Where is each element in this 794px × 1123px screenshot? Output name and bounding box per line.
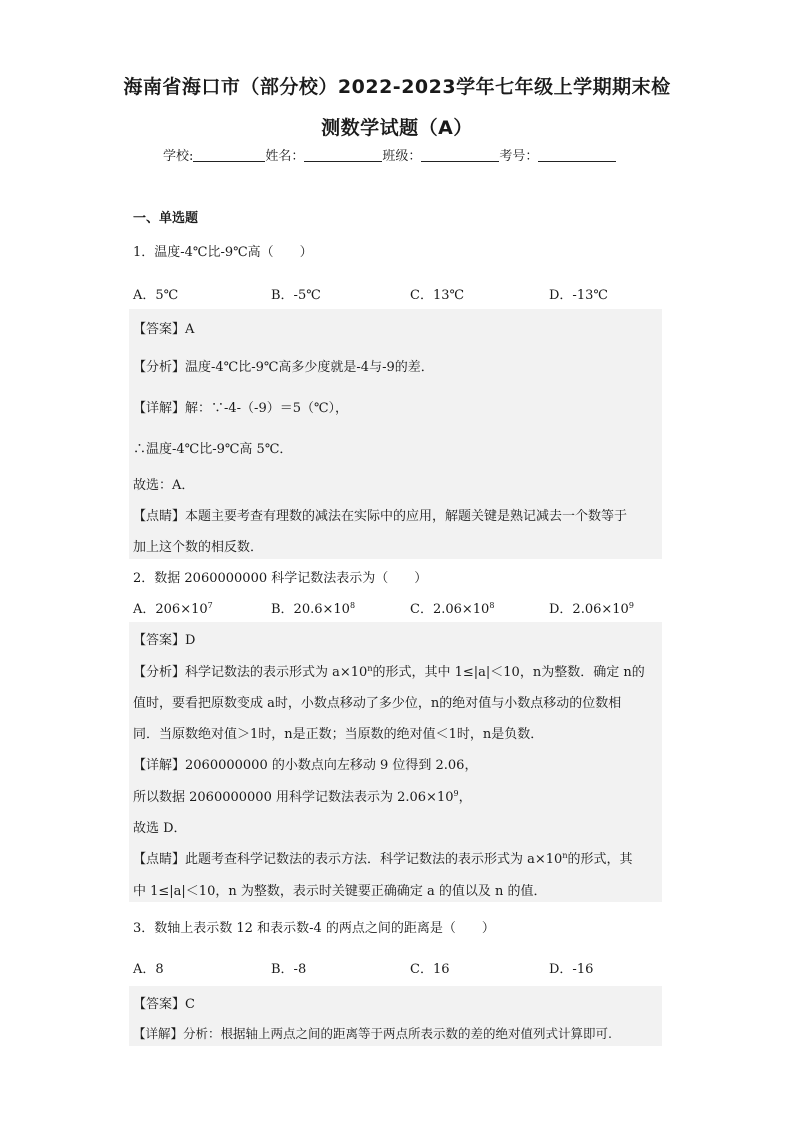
- q3-option-c: C．16: [410, 962, 450, 977]
- q1-stem: 1．温度-4℃比-9℃高（ ）: [133, 245, 313, 260]
- q2-detail-2: 所以数据 2060000000 用科学记数法表示为 $2.06\times 10^9$，: [133, 789, 472, 805]
- q3-answer: 【答案】C: [133, 997, 195, 1012]
- q2-stem: 2．数据 2060000000 科学记数法表示为（ ）: [133, 571, 428, 586]
- q1-detail-1: 【详解】解：∵-4-（-9）＝5（℃），: [133, 401, 349, 416]
- number-label: 考号：: [499, 149, 539, 164]
- q2-comment-1: 【点睛】此题考查科学记数法的表示方法．科学记数法的表示形式为 $a\times 10^n$的形式，其: [133, 851, 633, 867]
- q2-option-a: A．$206\times 10^7$: [133, 601, 213, 617]
- class-label: 班级：: [382, 149, 422, 164]
- q2-detail-3: 故选 D．: [133, 821, 187, 836]
- exam-title-line2: 测数学试题（A）: [321, 117, 473, 139]
- q1-detail-2: ∴温度-4℃比-9℃高 5℃．: [133, 442, 293, 457]
- q3-detail: 【详解】分析：根据轴上两点之间的距离等于两点所表示数的差的绝对值列式计算即可.: [133, 1026, 612, 1041]
- number-field[interactable]: [538, 149, 616, 162]
- q3-option-b: B．-8: [271, 962, 307, 977]
- school-label: 学校:: [163, 149, 194, 164]
- q2-option-c: C．$2.06\times 10^8$: [410, 601, 495, 617]
- q1-option-b: B．-5℃: [271, 288, 321, 303]
- q2-analysis-2: 值时，要看把原数变成 a时，小数点移动了多少位，n的绝对值与小数点移动的位数相: [133, 696, 622, 711]
- q3-option-a: A．8: [133, 962, 164, 977]
- name-field[interactable]: [304, 149, 382, 162]
- q2-answer: 【答案】D: [133, 633, 196, 648]
- q1-option-a: A．5℃: [133, 288, 179, 303]
- q1-analysis: 【分析】温度-4℃比-9℃高多少度就是-4与-9的差．: [133, 360, 434, 375]
- name-label: 姓名：: [265, 149, 305, 164]
- q2-comment-2: 中 1≤|a|＜10，n 为整数，表示时关键要正确确定 a 的值以及 n 的值．: [133, 884, 547, 899]
- q1-option-d: D．-13℃: [549, 288, 608, 303]
- q3-stem: 3．数轴上表示数 12 和表示数-4 的两点之间的距离是（ ）: [133, 921, 495, 936]
- q2-detail-1: 【详解】2060000000 的小数点向左移动 9 位得到 2.06，: [133, 758, 478, 773]
- q2-option-d: D．$2.06\times 10^9$: [549, 601, 634, 617]
- q2-analysis-3: 同．当原数绝对值＞1时，n是正数；当原数的绝对值＜1时，n是负数．: [133, 727, 544, 742]
- q2-analysis-1: 【分析】科学记数法的表示形式为 $a\times 10^n$的形式，其中 1≤|a|＜10，n为整数．确定 n的: [133, 664, 645, 680]
- class-field[interactable]: [421, 149, 499, 162]
- q1-comment-2: 加上这个数的相反数．: [133, 540, 264, 555]
- q2-option-b: B．$20.6\times 10^8$: [271, 601, 356, 617]
- q1-comment-1: 【点睛】本题主要考查有理数的减法在实际中的应用，解题关键是熟记减去一个数等于: [133, 509, 628, 524]
- q1-detail-3: 故选：A．: [133, 478, 195, 493]
- school-field[interactable]: [193, 149, 265, 162]
- student-info-row: [163, 145, 616, 164]
- exam-title-line1: 海南省海口市（部分校）2022-2023学年七年级上学期期末检: [123, 76, 671, 98]
- q1-answer: 【答案】A: [133, 322, 195, 337]
- section-heading: 一、单选题: [133, 211, 199, 226]
- q1-option-c: C．13℃: [410, 288, 465, 303]
- q3-option-d: D．-16: [549, 962, 594, 977]
